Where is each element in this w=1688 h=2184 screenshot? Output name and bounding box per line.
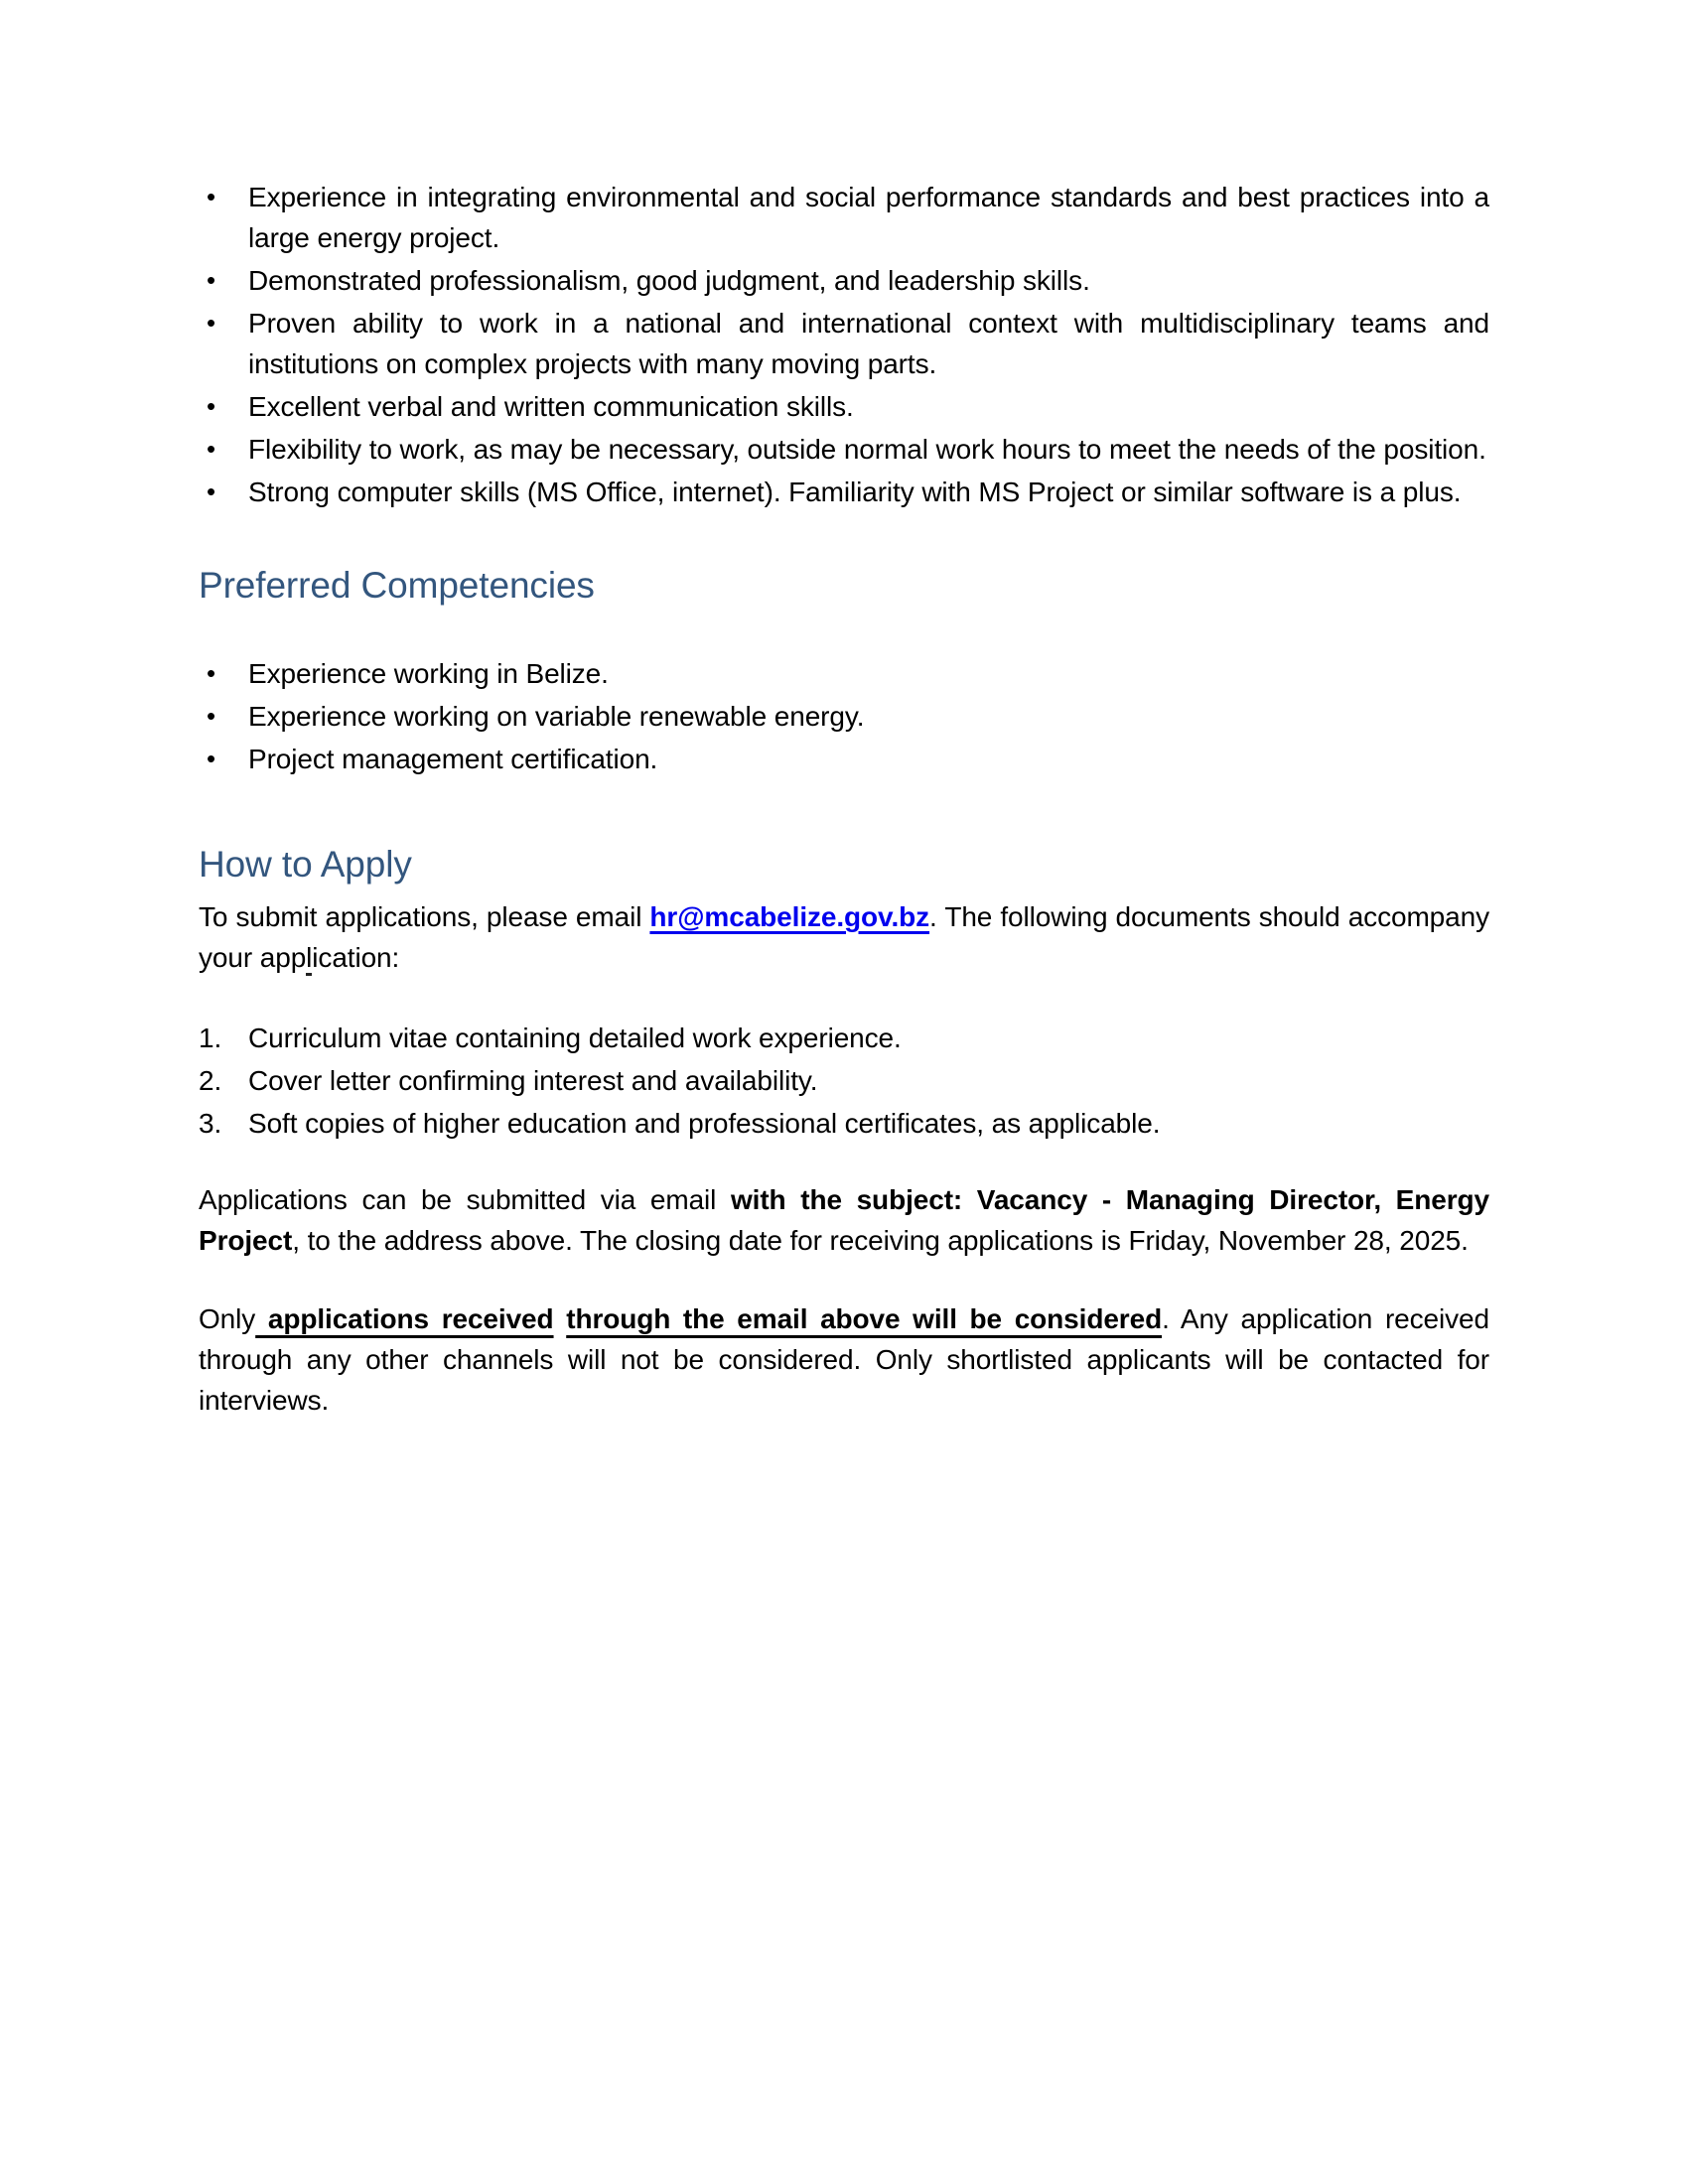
list-item-text: Flexibility to work, as may be necessary, outside normal work hours to meet the needs of the position.	[248, 434, 1486, 465]
submission-text-pre: Applications can be submitted via email	[199, 1184, 731, 1215]
list-item-text: Demonstrated professionalism, good judgment, and leadership skills.	[248, 265, 1090, 296]
notice-text-pre: Only	[199, 1303, 256, 1334]
list-item	[199, 1018, 1489, 1058]
list-item-text: Experience in integrating environmental and social performance standards and best practices into a large energy project.	[248, 182, 1489, 253]
list-item	[199, 739, 1489, 779]
bullet-icon: •	[207, 701, 216, 731]
notice-spacer	[554, 1303, 567, 1334]
list-item-text: Experience working in Belize.	[248, 658, 609, 689]
intro-text-mid: . The following documents should accompany your app	[199, 901, 1489, 973]
list-item-text: Curriculum vitae containing detailed work experience.	[248, 1023, 902, 1053]
notice-emphasis-1: applications received	[255, 1303, 554, 1334]
how-to-apply-heading: How to Apply	[199, 844, 412, 885]
preferred-competencies-list	[199, 653, 1489, 779]
list-item	[199, 303, 1489, 384]
intro-text-pre: To submit applications, please email	[199, 901, 650, 932]
preferred-competencies-heading: Preferred Competencies	[199, 565, 595, 606]
submission-text-post: , to the address above. The closing date for receiving applications is Friday, November 28, 2025.	[292, 1225, 1469, 1256]
list-item-text: Project management certification.	[248, 744, 658, 774]
bullet-icon: •	[207, 391, 216, 421]
list-item	[199, 1060, 1489, 1101]
list-item	[199, 1103, 1489, 1144]
submission-paragraph	[199, 1179, 1489, 1261]
notice-text-post: . Any application received through any other channels will not be considered. Only shortlisted applicants will be contacted for interviews.	[199, 1303, 1489, 1416]
list-number: 1.	[199, 1023, 222, 1053]
list-item	[199, 429, 1489, 470]
bullet-icon: •	[207, 744, 216, 773]
bullet-icon: •	[207, 182, 216, 211]
bullet-icon: •	[207, 434, 216, 464]
qualifications-list	[199, 177, 1489, 512]
documents-list	[199, 1018, 1489, 1144]
list-number: 2.	[199, 1065, 222, 1096]
list-item	[199, 386, 1489, 427]
list-item	[199, 472, 1489, 512]
notice-paragraph	[199, 1298, 1489, 1421]
list-item	[199, 653, 1489, 694]
bullet-icon: •	[207, 265, 216, 295]
bullet-icon: •	[207, 477, 216, 506]
list-item-text: Soft copies of higher education and professional certificates, as applicable.	[248, 1108, 1161, 1139]
list-number: 3.	[199, 1108, 222, 1139]
bullet-icon: •	[207, 658, 216, 688]
bullet-icon: •	[207, 308, 216, 338]
apply-intro-paragraph	[199, 896, 1489, 978]
list-item-text: Proven ability to work in a national and international context with multidisciplinary teams and institutions on complex projects with many moving parts.	[248, 308, 1489, 379]
list-item-text: Cover letter confirming interest and availability.	[248, 1065, 818, 1096]
list-item	[199, 260, 1489, 301]
email-link[interactable]: hr@mcabelize.gov.bz	[649, 901, 930, 932]
document-content	[199, 177, 1489, 1421]
notice-emphasis-2: through the email above will be considered	[566, 1303, 1163, 1334]
list-item	[199, 696, 1489, 737]
list-item-text: Experience working on variable renewable energy.	[248, 701, 865, 732]
intro-text-post: ication:	[312, 942, 400, 973]
subject-line-bold: with the subject: Vacancy - Managing Director, Energy Project	[199, 1184, 1489, 1256]
list-item	[199, 177, 1489, 258]
list-item-text: Strong computer skills (MS Office, internet). Familiarity with MS Project or similar software is a plus.	[248, 477, 1462, 507]
proofing-mark: l	[306, 942, 312, 976]
list-item-text: Excellent verbal and written communication skills.	[248, 391, 854, 422]
